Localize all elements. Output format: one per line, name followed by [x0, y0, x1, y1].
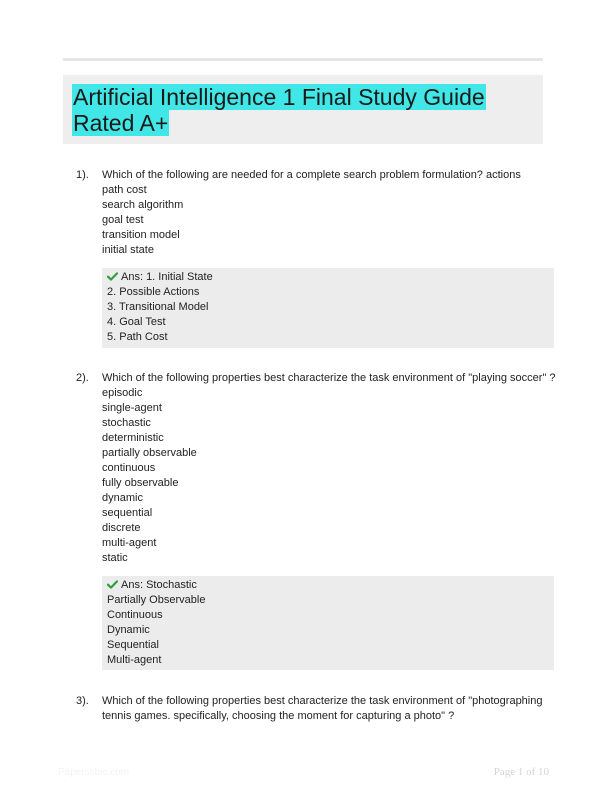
question-body — [102, 694, 552, 724]
answer-line: 3. Transitional Model — [107, 301, 209, 313]
answer-line: Continuous — [107, 609, 163, 621]
question-prompt-line: Which of the following properties best characterize the task environment of "photographing — [102, 695, 543, 707]
question-body — [102, 371, 556, 566]
option-item: dynamic — [102, 492, 143, 504]
option-item: continuous — [102, 462, 156, 474]
answer-line: 5. Path Cost — [107, 331, 168, 343]
option-item: episodic — [102, 387, 143, 399]
question-number: 2). — [76, 372, 89, 384]
answer-line: Multi-agent — [107, 654, 162, 666]
option-item: goal test — [102, 214, 144, 226]
answer-line — [107, 578, 554, 593]
option-item: partially observable — [102, 447, 197, 459]
footer-site-watermark: Paperssbic.com — [58, 767, 130, 778]
question-number: 1). — [76, 169, 89, 181]
option-item: transition model — [102, 229, 180, 241]
option-item: initial state — [102, 244, 154, 256]
answer-line: Partially Observable — [107, 594, 206, 606]
answer-line: 2. Possible Actions — [107, 286, 200, 298]
answer-text: Ans: Stochastic — [121, 579, 197, 591]
answer-box-2 — [102, 576, 554, 670]
option-item: search algorithm — [102, 199, 184, 211]
page-number: Page 1 of 10 — [493, 766, 549, 778]
answer-box-1 — [102, 268, 554, 348]
question-prompt: Which of the following are needed for a complete search problem formulation? actions — [102, 169, 521, 181]
answer-line — [107, 270, 554, 285]
question-prompt-line: tennis games. specifically, choosing the moment for capturing a photo" ? — [102, 710, 455, 722]
top-divider — [63, 58, 543, 61]
option-item: deterministic — [102, 432, 164, 444]
document-title — [72, 84, 522, 136]
question-number: 3). — [76, 695, 89, 707]
option-item: static — [102, 552, 128, 564]
option-item: sequential — [102, 507, 153, 519]
answer-line: 4. Goal Test — [107, 316, 166, 328]
answer-text: Ans: 1. Initial State — [121, 271, 213, 283]
question-body — [102, 168, 552, 258]
title-banner — [63, 75, 543, 144]
check-icon — [107, 580, 118, 589]
option-item: multi-agent — [102, 537, 157, 549]
answer-line: Dynamic — [107, 624, 150, 636]
question-prompt: Which of the following properties best characterize the task environment of "playing soccer" ? — [102, 372, 556, 384]
document-title-text: Artificial Intelligence 1 Final Study Guide Rated A+ — [73, 84, 485, 136]
option-item: single-agent — [102, 402, 162, 414]
option-item: fully observable — [102, 477, 179, 489]
option-item: path cost — [102, 184, 147, 196]
option-item: stochastic — [102, 417, 151, 429]
check-icon — [107, 272, 118, 281]
option-item: discrete — [102, 522, 141, 534]
answer-line: Sequential — [107, 639, 159, 651]
